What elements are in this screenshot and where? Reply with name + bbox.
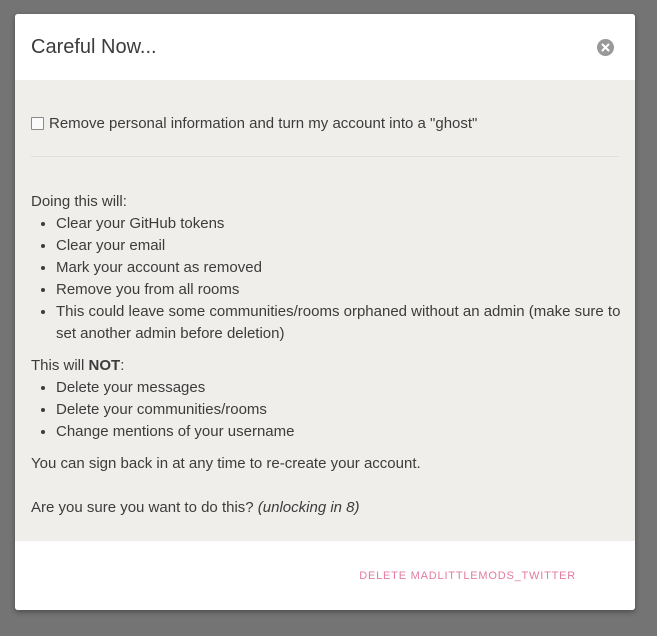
will-section [31, 191, 621, 345]
will-list [31, 213, 621, 345]
list-item: • Remove you from all rooms [56, 279, 621, 301]
delete-account-modal [15, 14, 635, 610]
modal-body [15, 80, 635, 541]
list-item: • Mark your account as removed [56, 257, 621, 279]
ghost-option-label[interactable]: Remove personal information and turn my account into a "ghost" [49, 115, 478, 132]
confirm-question: Are you sure you want to do this? [31, 499, 258, 516]
list-item: • Delete your messages [56, 377, 621, 399]
list-item: • Delete your communities/rooms [56, 399, 621, 421]
sign-back-text: You can sign back in at any time to re-create your account. [31, 455, 421, 472]
will-heading: Doing this will: [31, 193, 127, 210]
will-not-list [31, 377, 621, 443]
ghost-option[interactable] [31, 115, 477, 132]
will-not-heading-prefix: This will [31, 357, 89, 374]
list-item: • This could leave some communities/rooms orphaned without an admin (make sure to set another admin before deletion) [56, 301, 621, 345]
will-not-heading-strong: NOT [88, 357, 121, 374]
confirm-text [31, 497, 621, 519]
will-not-heading-suffix: : [120, 357, 125, 374]
will-not-heading [31, 355, 621, 377]
unlock-countdown: (unlocking in 8) [257, 499, 360, 516]
modal-title: Careful Now... [31, 36, 157, 58]
will-not-section [31, 355, 621, 443]
ghost-checkbox[interactable] [31, 117, 44, 130]
divider [31, 156, 619, 157]
list-item: • Change mentions of your username [56, 421, 621, 443]
close-icon[interactable] [597, 39, 614, 56]
list-item: • Clear your email [56, 235, 621, 257]
modal-header [15, 14, 635, 80]
delete-account-button[interactable]: DELETE MADLITTLEMODS_TWITTER [359, 570, 576, 582]
modal-footer [15, 541, 635, 610]
list-item: • Clear your GitHub tokens [56, 213, 621, 235]
